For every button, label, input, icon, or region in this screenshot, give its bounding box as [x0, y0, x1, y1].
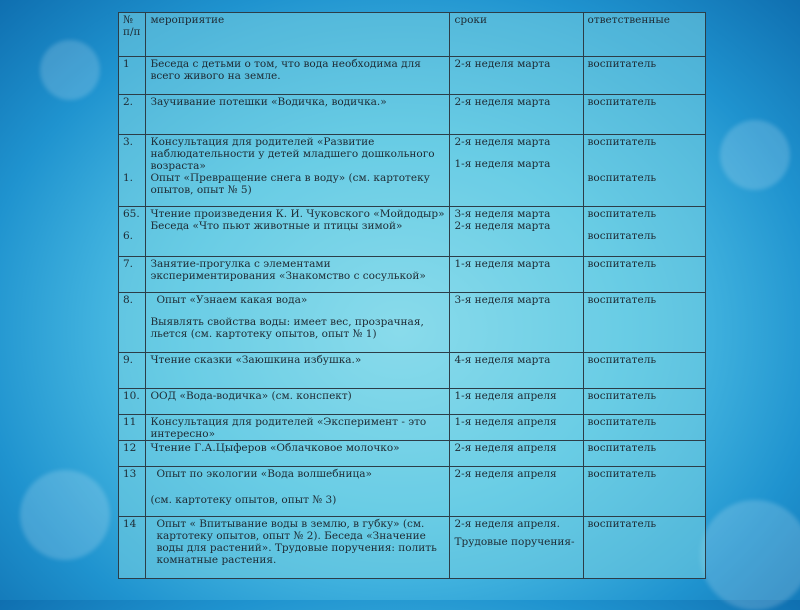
- row-term: 1-я неделя апреля: [450, 389, 583, 415]
- row-event: Занятие-прогулка с элементами экспериментирования «Знакомство с сосулькой»: [146, 257, 450, 293]
- row-term: 2-я неделя апреля: [450, 467, 583, 517]
- row-event: Чтение Г.А.Цыферов «Облачковое молочко»: [146, 441, 450, 467]
- table-row: [119, 353, 706, 389]
- row-event: [146, 293, 450, 353]
- row-responsible-b: воспитатель: [587, 172, 657, 184]
- background-bokeh: [40, 40, 100, 100]
- table-row: [119, 389, 706, 415]
- row-number: [119, 207, 146, 257]
- row-event-text: Опыт « Впитывание воды в землю, в губку» (см. картотеку опытов, опыт № 2). Беседа «Значение воды для растений». Трудовые поручения: полить комнатные растения.: [156, 518, 437, 566]
- row-event-b: Беседа «Что пьют животные и птицы зимой»: [150, 220, 403, 232]
- row-term: 2-я неделя марта: [450, 57, 583, 95]
- row-number: 8.: [119, 293, 146, 353]
- row-event-b: (см. картотеку опытов, опыт № 3): [150, 494, 337, 506]
- table-header-row: [119, 13, 706, 57]
- row-responsible: воспитатель: [583, 257, 706, 293]
- row-number: 7.: [119, 257, 146, 293]
- row-number: 12: [119, 441, 146, 467]
- table-row: [119, 415, 706, 441]
- row-term: 3-я неделя марта: [450, 293, 583, 353]
- row-event-b: Опыт «Превращение снега в воду» (см. картотеку опытов, опыт № 5): [150, 172, 430, 196]
- row-number: 13: [119, 467, 146, 517]
- table-row: [119, 517, 706, 579]
- row-number-a: 3.: [123, 136, 134, 148]
- table-row: [119, 257, 706, 293]
- row-event-a: Консультация для родителей «Развитие наблюдательности у детей младшего дошкольного возраста»: [150, 136, 435, 172]
- row-term-a: 2-я неделя апреля.: [454, 518, 561, 530]
- row-event: [146, 517, 450, 579]
- row-event: [146, 207, 450, 257]
- row-responsible: воспитатель: [583, 441, 706, 467]
- row-event-b: Выявлять свойства воды: имеет вес, прозрачная, льется (см. картотеку опытов, опыт № 1): [150, 316, 424, 340]
- row-responsible: воспитатель: [583, 389, 706, 415]
- row-event: [146, 135, 450, 207]
- row-event-a: Чтение произведения К. И. Чуковского «Мойдодыр»: [150, 208, 445, 220]
- row-event: Заучивание потешки «Водичка, водичка.»: [146, 95, 450, 135]
- row-term: [450, 135, 583, 207]
- table-row: [119, 293, 706, 353]
- header-event: мероприятие: [146, 13, 450, 57]
- row-event-a: Опыт по экологии «Вода волшебница»: [156, 468, 372, 480]
- row-event: [146, 467, 450, 517]
- row-number: [119, 135, 146, 207]
- row-responsible: воспитатель: [583, 467, 706, 517]
- row-term: 2-я неделя апреля: [450, 441, 583, 467]
- row-term: [450, 517, 583, 579]
- row-responsible: воспитатель: [583, 517, 706, 579]
- row-term: [450, 207, 583, 257]
- row-term: 1-я неделя марта: [450, 257, 583, 293]
- row-term: 4-я неделя марта: [450, 353, 583, 389]
- row-number-b: 6.: [123, 230, 134, 242]
- table-row: [119, 95, 706, 135]
- table-row: [119, 467, 706, 517]
- table-row: [119, 135, 706, 207]
- row-term-a: 3-я неделя марта: [454, 208, 551, 220]
- row-responsible: воспитатель: [583, 57, 706, 95]
- row-number-a: 65.: [123, 208, 140, 220]
- row-number: 9.: [119, 353, 146, 389]
- row-number: 2.: [119, 95, 146, 135]
- row-event: ООД «Вода-водичка» (см. конспект): [146, 389, 450, 415]
- row-responsible-b: воспитатель: [587, 230, 657, 242]
- background-bokeh: [20, 470, 110, 560]
- row-responsible: [583, 135, 706, 207]
- row-responsible-a: воспитатель: [587, 136, 657, 148]
- row-event: Консультация для родителей «Эксперимент - это интересно»: [146, 415, 450, 441]
- row-term-b: 1-я неделя марта: [454, 158, 551, 170]
- row-term: 1-я неделя апреля: [450, 415, 583, 441]
- row-number: 11: [119, 415, 146, 441]
- table-row: [119, 57, 706, 95]
- background-bokeh: [720, 120, 790, 190]
- row-event: Чтение сказки «Заюшкина избушка.»: [146, 353, 450, 389]
- row-responsible: воспитатель: [583, 95, 706, 135]
- table-row: [119, 441, 706, 467]
- row-term-b: 2-я неделя марта: [454, 220, 551, 232]
- event-plan-table: [118, 12, 706, 579]
- slide-content: [118, 12, 706, 578]
- row-responsible: воспитатель: [583, 293, 706, 353]
- row-responsible-a: воспитатель: [587, 208, 657, 220]
- header-term: сроки: [450, 13, 583, 57]
- header-responsible: ответственные: [583, 13, 706, 57]
- header-number: № п/п: [119, 13, 146, 57]
- row-event: Беседа с детьми о том, что вода необходима для всего живого на земле.: [146, 57, 450, 95]
- row-number-b: 1.: [123, 172, 134, 184]
- row-number: 10.: [119, 389, 146, 415]
- row-term: 2-я неделя марта: [450, 95, 583, 135]
- row-responsible: воспитатель: [583, 353, 706, 389]
- row-event-a: Опыт «Узнаем какая вода»: [156, 294, 308, 306]
- row-number: 1: [119, 57, 146, 95]
- background-bokeh: [700, 500, 800, 610]
- row-term-a: 2-я неделя марта: [454, 136, 551, 148]
- row-responsible: [583, 207, 706, 257]
- row-term-b: Трудовые поручения-: [454, 536, 575, 548]
- table-row: [119, 207, 706, 257]
- row-responsible: воспитатель: [583, 415, 706, 441]
- row-number: 14: [119, 517, 146, 579]
